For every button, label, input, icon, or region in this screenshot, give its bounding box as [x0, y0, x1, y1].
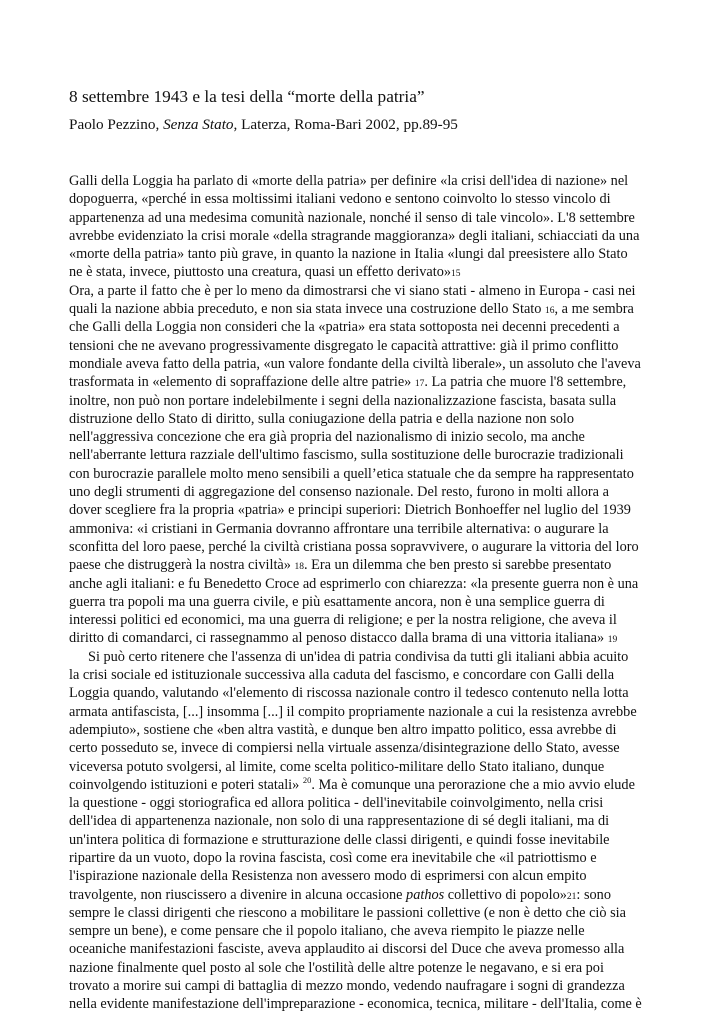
text-segment: ne è stata, invece, piuttosto una creatura, quasi un effetto derivato» — [69, 264, 452, 281]
footnote-ref: 15 — [451, 269, 461, 280]
citation-work-title: Senza Stato — [163, 116, 234, 133]
text-line — [69, 776, 669, 794]
text-segment: . Ma è comunque una perorazione che a mio avvio elude — [311, 776, 635, 793]
text-segment: quali la nazione abbia preceduto, e non sia stata invece una costruzione dello Stato — [69, 301, 545, 318]
text-line: l'ispirazione nazionale della Resistenza non avessero modo di esprimersi con alcun empito — [69, 868, 587, 885]
body-text — [69, 172, 669, 1014]
text-line: inoltre, non può non portare indelebilmente i segni della nazionalizzazione fascista, basata sulla — [69, 392, 617, 409]
text-line: Ora, a parte il fatto che è per lo meno da dimostrarsi che vi siano stati - almeno in Europa - casi nei — [69, 282, 636, 299]
text-line — [69, 556, 669, 574]
text-segment: . La patria che muore l'8 settembre, — [424, 374, 627, 391]
text-line: mondiale aveva fatto della patria, «un valore fondante della civiltà liberale», un assoluto che l'aveva — [69, 355, 641, 372]
text-line: avrebbe evidenziato la crisi morale «della stragrande maggioranza» degli italiani, schiacciati da una — [69, 227, 640, 244]
citation-author: Paolo Pezzino, — [69, 116, 164, 133]
text-line: oceaniche manifestazioni fasciste, aveva applaudito ai discorsi del Duce che aveva promesso alla — [69, 941, 625, 958]
text-line: dell'idea di appartenenza nazionale, non solo di una rappresentazione di sé degli italiani, ma di — [69, 813, 610, 830]
text-line: la questione - oggi storiografica ed allora politica - dell'inevitabile coinvolgimento, nella crisi — [69, 795, 604, 812]
text-line: certo posseduto se, invece di compiersi nella virtuale assenza/disintegrazione dello Stato, avesse — [69, 740, 620, 757]
text-segment: . Era un dilemma che ben presto si sarebbe presentato — [303, 557, 612, 574]
source-citation — [69, 115, 689, 135]
text-line: armata antifascista, [...] insomma [...] il compito propriamente nazionale a cui la resistenza avrebbe — [69, 703, 637, 720]
text-segment: diritto di comandarci, ci rassegnammo al penoso distacco dalla brama di una vittoria italiana» — [69, 630, 608, 647]
text-line: nazione finalmente quel posto al sole che l'ostilità delle altre potenze le negavano, e si era poi — [69, 959, 604, 976]
text-line: uno degli strumenti di aggregazione del consenso nazionale. Del resto, furono in molti allora a — [69, 484, 609, 501]
footnote-ref: 17 — [414, 379, 425, 390]
text-line: Loggia quando, valutando «l'elemento di riscossa nazionale contro il tedesco contenuto nella lotta — [69, 685, 629, 702]
footnote-ref: 20 — [302, 775, 312, 786]
text-line: un'intera politica di formazione e strutturazione delle classi dirigenti, e quindi fosse inevitabile — [69, 831, 610, 848]
footnote-ref: 16 — [545, 306, 555, 317]
text-line — [69, 629, 669, 647]
text-line: nella evidente manifestazione dell'impreparazione - economica, tecnica, militare - dell'Italia, come è — [69, 996, 642, 1013]
text-line: guerra tra popoli ma una guerra civile, e più esattamente ancora, non è una semplice guerra di — [69, 593, 605, 610]
text-line: nell'aberrante lettura razziale dell'ultimo fascismo, sulla sostituzione delle burocrazie tradizionali — [69, 447, 624, 464]
text-line — [69, 373, 669, 391]
text-line: ammoniva: «i cristiani in Germania dovranno affrontare una terribile alternativa: o augurare la — [69, 520, 609, 537]
text-line: appartenenza ad una medesima comunità nazionale, nonché il senso di tale vincolo». L'8 settembre — [69, 209, 635, 226]
text-line: adempiuto», sostiene che «ben altra vastità, e dunque ben altro impatto politico, essa avrebbe di — [69, 721, 617, 738]
text-line: tensioni che ne avevano progressivamente disgregato le capacità attrattive: già il primo conflitto — [69, 337, 619, 354]
text-line: Galli della Loggia ha parlato di «morte della patria» per definire «la crisi dell'idea di nazione» nel — [69, 173, 629, 189]
text-segment: : sono — [576, 886, 611, 903]
text-line: sconfitta del loro paese, perché la civiltà cristiana possa sopravvivere, o augurare la vittoria del loro — [69, 538, 639, 555]
text-line: con burocrazie parallele molto meno sensibili a quell’etica statuale che da sempre ha rappresentato — [69, 465, 634, 482]
text-line: distruzione dello Stato di diritto, sulla coniugazione della patria e della nazione non solo — [69, 410, 575, 427]
citation-publisher: , Laterza, Roma-Bari 2002, pp.89-95 — [233, 116, 458, 133]
paragraph-first-line: Si può certo ritenere che l'assenza di un'idea di patria condivisa da tutti gli italiani abbia acuito — [88, 648, 629, 665]
text-line — [69, 886, 669, 904]
italic-term: pathos — [406, 886, 445, 903]
text-line: ripartire da un vuoto, dopo la rovina fascista, così come era inevitabile che «il patriottismo e — [69, 849, 597, 866]
text-segment: trasformata in «elemento di sopraffazione delle altre patrie» — [69, 374, 415, 391]
text-line: «morte della patria» tanto più grave, in quanto la nazione in Italia «lungi dal preesistere allo Stato — [69, 246, 628, 263]
document-title: 8 settembre 1943 e la tesi della “morte della patria” — [69, 87, 425, 106]
text-line: nell'aggressiva concezione che era già propria del nazionalismo di inizio secolo, ma anche — [69, 429, 585, 446]
text-line — [69, 263, 669, 281]
footnote-ref: 18 — [294, 562, 304, 573]
text-segment: , a me sembra — [554, 301, 634, 318]
text-line: che Galli della Loggia non consideri che la «patria» era stata sottoposta nei decenni precedenti a — [69, 319, 620, 336]
text-segment: paese che distruggerà la nostra civiltà» — [69, 557, 295, 574]
text-line: trovato a morire sui campi di battaglia di mezzo mondo, vedendo naufragare i sogni di grandezza — [69, 978, 625, 995]
footnote-ref: 19 — [607, 635, 618, 646]
text-line: viceversa potuto svolgersi, al limite, come scelta politico-militare dello Stato italiano, dunque — [69, 758, 605, 775]
text-line — [69, 300, 669, 318]
text-line: sempre un bene), e come pensare che il popolo italiano, che aveva riempito le piazze nelle — [69, 923, 585, 940]
text-segment: travolgente, non riuscissero a divenire in alcuna occasione — [69, 886, 407, 903]
text-line: anche agli italiani: e fu Benedetto Croce ad esprimerlo con chiarezza: «la presente guerra non è una — [69, 575, 639, 592]
text-segment: coinvolgendo istituzioni e poteri statali» — [69, 776, 303, 793]
text-line: dopoguerra, «perché in essa moltissimi italiani vedono e sentono coinvolto lo stesso vincolo di — [69, 191, 611, 208]
text-line: dover scegliere fra la propria «patria» e principi superiori: Dietrich Bonhoeffer nel luglio del 1939 — [69, 502, 631, 519]
text-line: interessi politici ed economici, ma una guerra di religione; e per la nostra religione, che aveva il — [69, 612, 617, 629]
text-line: la crisi sociale ed istituzionale successiva alla caduta del fascismo, e concordare con Galli della — [69, 667, 615, 684]
footnote-ref: 21 — [566, 891, 577, 902]
text-segment: collettivo di popolo» — [444, 886, 567, 903]
text-line: sempre le classi dirigenti che riescono a mobilitare le passioni collettive (e non è detto che ciò sia — [69, 904, 626, 921]
